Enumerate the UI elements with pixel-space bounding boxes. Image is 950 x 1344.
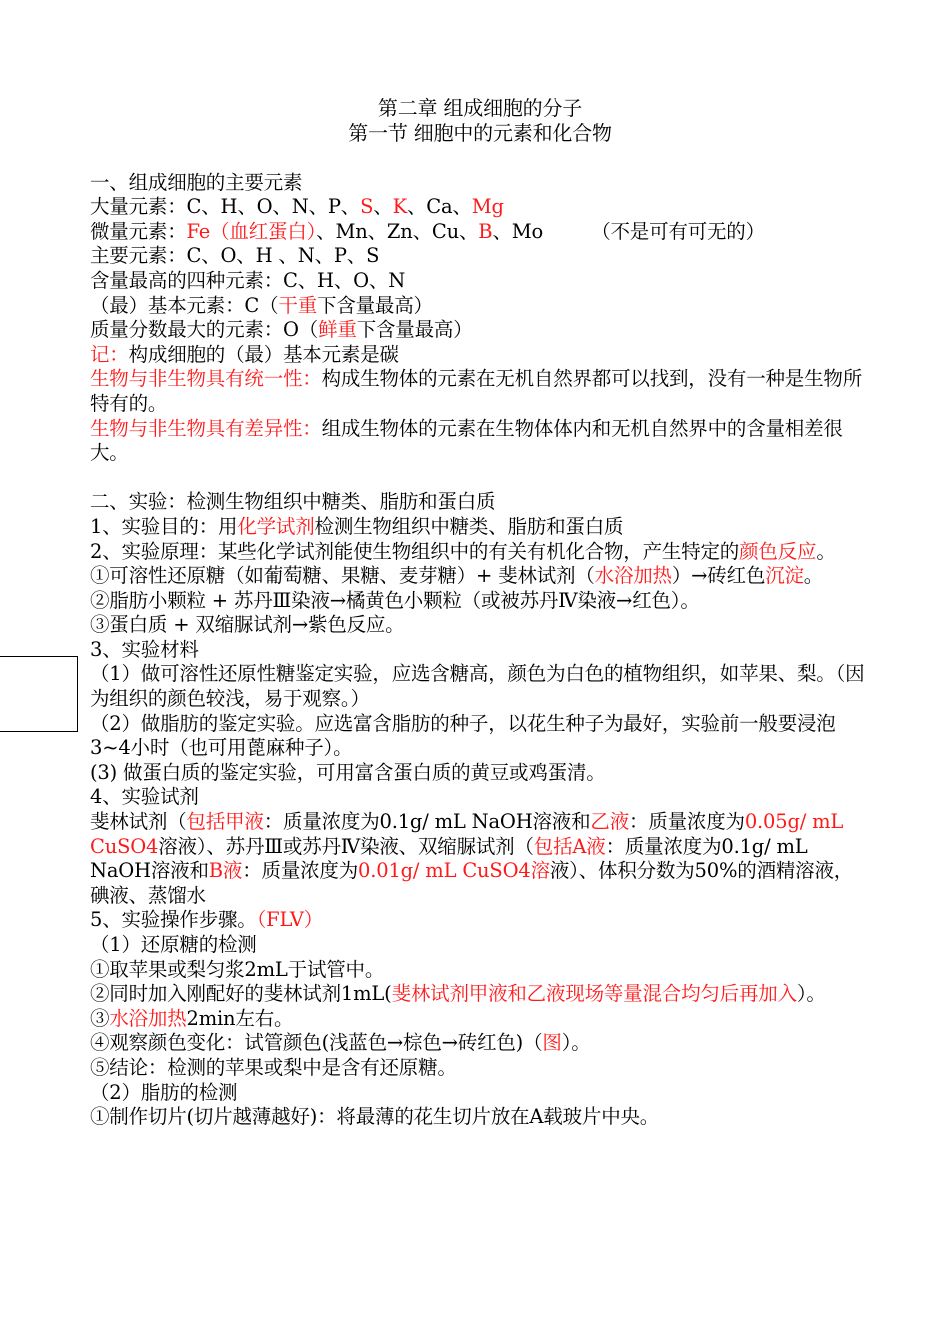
text-run: （1）做可溶性还原性糖鉴定实验，应选含糖高，颜色为白色的植物组织，如苹果、梨。（因为组织的颜色较浅，易于观察。） bbox=[90, 662, 865, 711]
highlight-text: K bbox=[392, 195, 407, 219]
text-run: 组成生物体的元素在生物体体内和无机自然界中的含量相差很大。 bbox=[90, 416, 843, 465]
paragraph bbox=[90, 1007, 870, 1032]
highlight-text: 0.01g/ mL CuSO4溶 bbox=[358, 859, 550, 883]
text-run: ：质量浓度为 bbox=[629, 810, 745, 834]
paragraph bbox=[90, 171, 870, 196]
text-run: （1）还原糖的检测 bbox=[90, 933, 257, 956]
highlight-text: 水浴加热 bbox=[594, 564, 672, 588]
highlight-text: 生物与非生物具有统一性： bbox=[90, 367, 322, 391]
highlight-text: 图 bbox=[542, 1031, 562, 1055]
text-run: 2min左右。 bbox=[186, 1006, 294, 1030]
paragraph bbox=[90, 195, 870, 220]
text-run: 微量元素： bbox=[90, 219, 187, 243]
paragraph bbox=[90, 662, 870, 711]
text-run: ：质量浓度为0.1g/ mL NaOH溶液和 bbox=[263, 810, 591, 834]
highlight-text: 化学试剂 bbox=[237, 514, 315, 538]
highlight-text: 鲜重 bbox=[318, 318, 357, 342]
highlight-text: S bbox=[360, 195, 374, 219]
paragraph bbox=[90, 343, 870, 368]
paragraph bbox=[90, 294, 870, 319]
text-run: ②同时加入刚配好的斐林试剂1mL( bbox=[90, 982, 392, 1006]
text-run: 、Mn、Zn、Cu、 bbox=[316, 219, 479, 243]
text-run: ：质量浓度为 bbox=[242, 859, 359, 883]
text-run: 含量最高的四种元素：C、H、O、N bbox=[90, 268, 406, 292]
paragraph bbox=[90, 958, 870, 983]
text-run: 大量元素：C、H、O、N、P、 bbox=[90, 195, 361, 219]
text-run: ①可溶性还原糖（如葡萄糖、果糖、麦芽糖）+ 斐林试剂（ bbox=[90, 564, 595, 588]
text-run: 、 bbox=[373, 195, 393, 219]
text-run: 1、实验目的：用 bbox=[90, 514, 238, 538]
text-run: 。 bbox=[816, 539, 836, 563]
highlight-text: 包括A液 bbox=[533, 834, 606, 858]
text-run: ①制作切片(切片越薄越好)：将最薄的花生切片放在A载玻片中央。 bbox=[90, 1105, 660, 1129]
highlight-text: 记： bbox=[90, 342, 129, 366]
text-run: ⑤结论：检测的苹果或梨中是含有还原糖。 bbox=[90, 1055, 457, 1079]
highlight-text: 干重 bbox=[278, 293, 318, 317]
paragraph bbox=[90, 712, 870, 761]
paragraph bbox=[90, 1105, 870, 1130]
paragraph bbox=[90, 761, 870, 786]
chapter-title: 第二章 组成细胞的分子 bbox=[377, 96, 583, 120]
paragraph bbox=[90, 1031, 870, 1056]
paragraph bbox=[90, 810, 870, 908]
text-run: （最）基本元素：C（ bbox=[90, 293, 279, 317]
spacer bbox=[90, 146, 870, 171]
text-run: 主要元素：C、O、H 、N、P、S bbox=[90, 244, 380, 268]
highlight-text: （FLV） bbox=[256, 908, 324, 932]
paragraph bbox=[90, 318, 870, 343]
paragraph bbox=[90, 417, 870, 466]
paragraph bbox=[90, 540, 870, 565]
margin-box bbox=[0, 656, 78, 732]
paragraph bbox=[90, 1056, 870, 1081]
text-run: ：质量浓度为0.1g/ mL NaOH溶液和 bbox=[90, 834, 808, 883]
text-run: 下含量最高） bbox=[356, 318, 473, 342]
highlight-text: 斐林试剂甲液和乙液现场等量混合均匀后再加入 bbox=[391, 982, 797, 1006]
highlight-text: B bbox=[478, 219, 493, 243]
paragraph bbox=[90, 490, 870, 515]
text-run: ②脂肪小颗粒 + 苏丹Ⅲ染液→橘黄色小颗粒（或被苏丹Ⅳ染液→红色）。 bbox=[90, 588, 700, 612]
text-run: 下含量最高） bbox=[317, 293, 433, 317]
spacer bbox=[90, 466, 870, 491]
highlight-text: B液 bbox=[208, 859, 243, 883]
paragraph bbox=[90, 244, 870, 269]
text-run: ）→砖红色 bbox=[671, 564, 766, 588]
highlight-text: 包括甲液 bbox=[186, 810, 264, 834]
document-body bbox=[90, 96, 870, 1130]
text-run: 溶液）、苏丹Ⅲ或苏丹Ⅳ染液、双缩脲试剂（ bbox=[158, 834, 534, 858]
text-run: ）。 bbox=[796, 982, 826, 1006]
paragraph bbox=[90, 269, 870, 294]
paragraph bbox=[90, 564, 870, 589]
paragraph bbox=[90, 933, 870, 958]
text-run: ）。 bbox=[561, 1031, 591, 1055]
text-run: 构成生物体的元素在无机自然界都可以找到，没有一种是生物所特有的。 bbox=[90, 367, 863, 415]
paragraph bbox=[90, 785, 870, 810]
text-run: （2）做脂肪的鉴定实验。应选富含脂肪的种子，以花生种子为最好，实验前一般要浸泡3~4小时（也可用蓖麻种子）。 bbox=[90, 711, 836, 760]
text-run: 4、实验试剂 bbox=[90, 785, 199, 809]
highlight-text: 生物与非生物具有差异性： bbox=[90, 416, 322, 440]
text-run: 检测生物组织中糖类、脂肪和蛋白质 bbox=[314, 514, 624, 538]
paragraph bbox=[90, 908, 870, 933]
text-run: 二、实验：检测生物组织中糖类、脂肪和蛋白质 bbox=[90, 490, 496, 514]
text-run: 质量分数最大的元素：O（ bbox=[90, 318, 319, 342]
paragraph bbox=[90, 1081, 870, 1106]
text-run: ④观察颜色变化：试管颜色(浅蓝色→棕色→砖红色)（ bbox=[90, 1031, 543, 1055]
highlight-text: Mg bbox=[471, 195, 504, 219]
text-run: 2、实验原理：某些化学试剂能使生物组织中的有关有机化合物，产生特定的 bbox=[90, 539, 740, 563]
text-run: ③ bbox=[90, 1006, 110, 1030]
highlight-text: Fe（血红蛋白） bbox=[186, 219, 317, 243]
text-run: 、Mo （不是可有可无的） bbox=[492, 219, 765, 243]
text-run: ③蛋白质 + 双缩脲试剂→紫色反应。 bbox=[90, 613, 405, 637]
text-run: 液）、体积分数为50%的酒精溶液，碘液、蒸馏水 bbox=[90, 859, 854, 907]
paragraph bbox=[90, 367, 870, 416]
section-title: 第一节 细胞中的元素和化合物 bbox=[348, 121, 612, 145]
text-run: ①取苹果或梨匀浆2mL于试管中。 bbox=[90, 957, 385, 981]
text-run: 构成细胞的（最）基本元素是碳 bbox=[128, 342, 399, 366]
highlight-text: 颜色反应 bbox=[739, 539, 817, 563]
paragraph bbox=[90, 982, 870, 1007]
text-run: 斐林试剂（ bbox=[90, 810, 187, 834]
paragraph bbox=[90, 589, 870, 614]
paragraph-list bbox=[90, 171, 870, 1130]
highlight-text: 沉淀 bbox=[765, 564, 804, 588]
text-run: （2）脂肪的检测 bbox=[90, 1080, 238, 1104]
text-run: 一、组成细胞的主要元素 bbox=[90, 170, 303, 194]
text-run: 5、实验操作步骤。 bbox=[90, 908, 257, 932]
paragraph bbox=[90, 515, 870, 540]
text-run: 、Ca、 bbox=[406, 195, 472, 219]
highlight-text: 水浴加热 bbox=[109, 1006, 187, 1030]
text-run: (3) 做蛋白质的鉴定实验，可用富含蛋白质的黄豆或鸡蛋清。 bbox=[90, 760, 606, 784]
text-run: 。 bbox=[803, 564, 824, 588]
highlight-text: 乙液 bbox=[590, 810, 630, 834]
paragraph bbox=[90, 220, 870, 245]
paragraph bbox=[90, 638, 870, 663]
paragraph bbox=[90, 613, 870, 638]
highlight-text: 0.05g/ mL CuSO4 bbox=[90, 810, 844, 858]
text-run: 3、实验材料 bbox=[90, 637, 199, 661]
